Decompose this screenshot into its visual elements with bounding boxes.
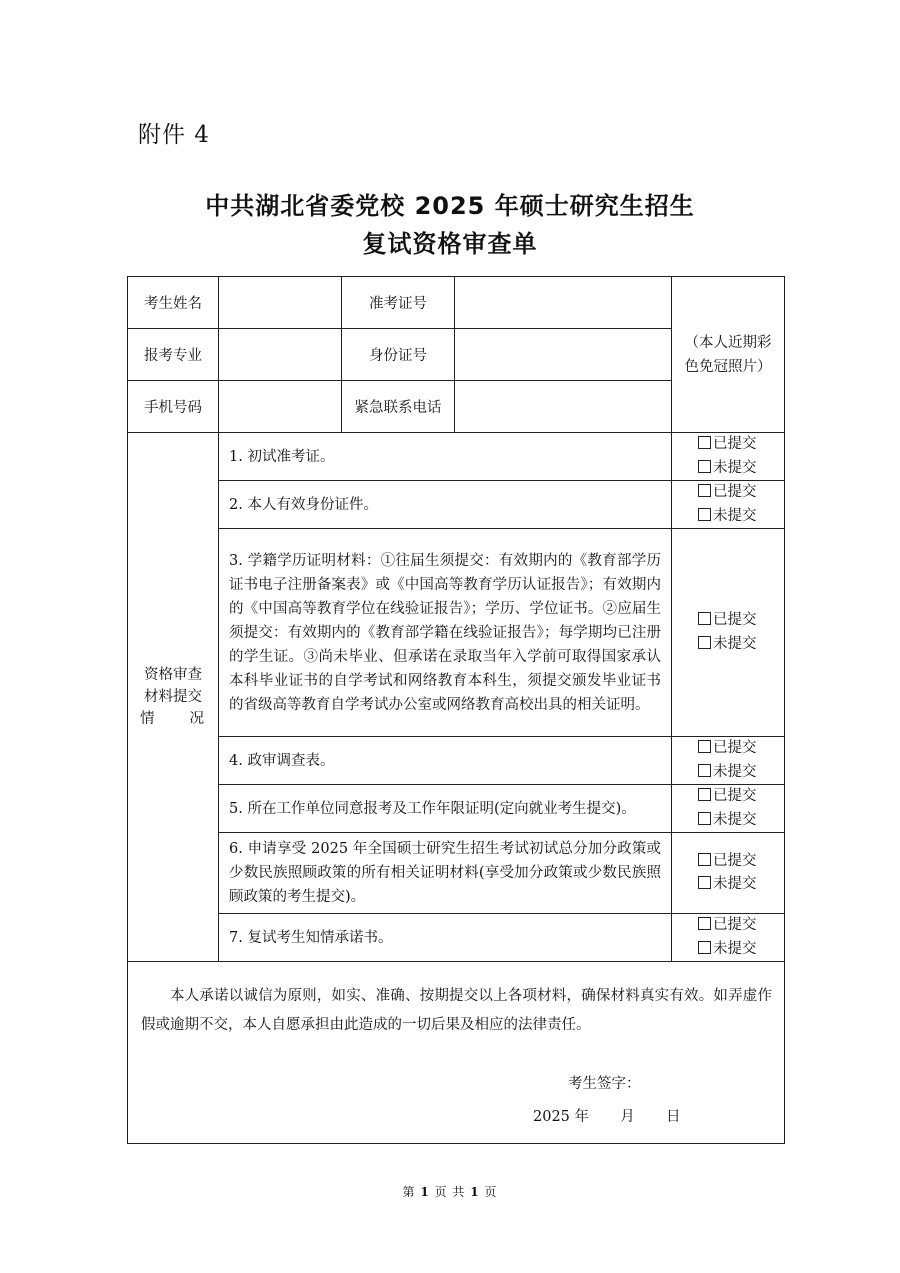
checkbox-icon[interactable] bbox=[698, 853, 711, 866]
document-title-line1: 中共湖北省委党校 2025 年硕士研究生招生 bbox=[205, 192, 695, 220]
category-line: 情 况 bbox=[140, 711, 206, 727]
checkbox-icon[interactable] bbox=[698, 812, 711, 825]
photo-placeholder bbox=[672, 277, 785, 433]
document-title-line2: 复试资格审查单 bbox=[362, 230, 538, 258]
submitted-label: 已提交 bbox=[713, 612, 757, 628]
not-submitted-option[interactable] bbox=[698, 873, 784, 897]
attachment-label: 附件 4 bbox=[138, 122, 210, 148]
pledge-text: 本人承诺以诚信为原则，如实、准确、按期提交以上各项材料，确保材料真实有效。如弄虚作假或逾期不交，本人自愿承担由此造成的一切后果及相应的法律责任。 bbox=[141, 988, 772, 1033]
material-item-2: 2. 本人有效身份证件。 bbox=[219, 481, 672, 529]
pledge-section bbox=[128, 962, 785, 1144]
submitted-label: 已提交 bbox=[713, 436, 757, 452]
not-submitted-option[interactable] bbox=[698, 457, 784, 481]
checkbox-icon[interactable] bbox=[698, 941, 711, 954]
material-status-6 bbox=[672, 833, 785, 914]
material-status-2 bbox=[672, 481, 785, 529]
submitted-label: 已提交 bbox=[713, 484, 757, 500]
not-submitted-label: 未提交 bbox=[713, 635, 757, 652]
material-status-4 bbox=[672, 737, 785, 785]
submitted-option[interactable] bbox=[698, 481, 784, 505]
page-word: 页 bbox=[484, 1185, 498, 1199]
submitted-label: 已提交 bbox=[713, 852, 757, 869]
date-day: 日 bbox=[665, 1109, 681, 1125]
ticket-number-label: 准考证号 bbox=[342, 277, 455, 329]
material-item-3: 3. 学籍学历证明材料：①往届生须提交：有效期内的《教育部学历证书电子注册备案表》或《中国高等教育学历认证报告》；有效期内的《中国高等教育学位在线验证报告》；学历、学位证书。②应届生须提交：有效期内的《教育部学籍在线验证报告》；每学期均已注册的学生证。③尚未毕业、但承诺在录取当年入学前可取得国家承认本科毕业证书的自学考试和网络教育本科生，须提交颁发毕业证书的省级高等教育自学考试办公室或网络教育高校出具的相关证明。 bbox=[219, 529, 672, 737]
material-status-7 bbox=[672, 914, 785, 962]
signature-date bbox=[533, 1105, 680, 1126]
checkbox-icon[interactable] bbox=[698, 636, 711, 649]
not-submitted-option[interactable] bbox=[698, 809, 784, 833]
not-submitted-option[interactable] bbox=[698, 633, 784, 657]
submitted-option[interactable] bbox=[698, 785, 784, 809]
id-number-field[interactable] bbox=[455, 329, 672, 381]
not-submitted-option[interactable] bbox=[698, 505, 784, 529]
not-submitted-label: 未提交 bbox=[713, 940, 757, 957]
page-word: 页 共 bbox=[434, 1185, 466, 1199]
material-status-1 bbox=[672, 433, 785, 481]
checkbox-icon[interactable] bbox=[698, 764, 711, 777]
material-item-1: 1. 初试准考证。 bbox=[219, 433, 672, 481]
category-line: 资格审查 bbox=[144, 667, 202, 683]
review-form-table bbox=[127, 276, 785, 1144]
phone-field[interactable] bbox=[219, 381, 342, 433]
checkbox-icon[interactable] bbox=[698, 508, 711, 521]
material-item-7: 7. 复试考生知情承诺书。 bbox=[219, 914, 672, 962]
ticket-number-field[interactable] bbox=[455, 277, 672, 329]
page-footer bbox=[0, 1183, 900, 1200]
phone-label: 手机号码 bbox=[128, 381, 219, 433]
not-submitted-label: 未提交 bbox=[713, 507, 757, 524]
not-submitted-option[interactable] bbox=[698, 938, 784, 962]
not-submitted-label: 未提交 bbox=[713, 763, 757, 780]
checkbox-icon[interactable] bbox=[698, 917, 711, 930]
emergency-phone-field[interactable] bbox=[455, 381, 672, 433]
checkbox-icon[interactable] bbox=[698, 460, 711, 473]
checkbox-icon[interactable] bbox=[698, 484, 711, 497]
not-submitted-label: 未提交 bbox=[713, 459, 757, 476]
photo-placeholder-text: （本人近期彩色免冠照片） bbox=[684, 334, 772, 375]
not-submitted-option[interactable] bbox=[698, 761, 784, 785]
checkbox-icon[interactable] bbox=[698, 876, 711, 889]
checkbox-icon[interactable] bbox=[698, 788, 711, 801]
name-field[interactable] bbox=[219, 277, 342, 329]
materials-category-label bbox=[128, 433, 219, 962]
category-line: 材料提交 bbox=[144, 689, 202, 705]
name-label: 考生姓名 bbox=[128, 277, 219, 329]
submitted-label: 已提交 bbox=[713, 740, 757, 756]
checkbox-icon[interactable] bbox=[698, 740, 711, 753]
signature-label: 考生签字： bbox=[568, 1076, 641, 1092]
material-status-3 bbox=[672, 529, 785, 737]
submitted-label: 已提交 bbox=[713, 917, 757, 933]
page-current: 1 bbox=[420, 1185, 430, 1199]
submitted-label: 已提交 bbox=[713, 788, 757, 804]
not-submitted-label: 未提交 bbox=[713, 876, 757, 892]
major-label: 报考专业 bbox=[128, 329, 219, 381]
submitted-option[interactable] bbox=[698, 850, 784, 874]
material-item-4: 4. 政审调查表。 bbox=[219, 737, 672, 785]
date-month: 月 bbox=[620, 1109, 635, 1125]
date-year: 2025 年 bbox=[533, 1109, 590, 1125]
submitted-option[interactable] bbox=[698, 609, 784, 633]
emergency-phone-label: 紧急联系电话 bbox=[342, 381, 455, 433]
id-number-label: 身份证号 bbox=[342, 329, 455, 381]
submitted-option[interactable] bbox=[698, 737, 784, 761]
checkbox-icon[interactable] bbox=[698, 612, 711, 625]
material-item-6: 6. 申请享受 2025 年全国硕士研究生招生考试初试总分加分政策或少数民族照顾政策的所有相关证明材料(享受加分政策或少数民族照顾政策的考生提交)。 bbox=[219, 833, 672, 914]
material-item-5: 5. 所在工作单位同意报考及工作年限证明(定向就业考生提交)。 bbox=[219, 785, 672, 833]
major-field[interactable] bbox=[219, 329, 342, 381]
checkbox-icon[interactable] bbox=[698, 436, 711, 449]
submitted-option[interactable] bbox=[698, 433, 784, 457]
page-total: 1 bbox=[470, 1185, 480, 1199]
submitted-option[interactable] bbox=[698, 914, 784, 938]
not-submitted-label: 未提交 bbox=[713, 811, 757, 828]
material-status-5 bbox=[672, 785, 785, 833]
page-word: 第 bbox=[402, 1185, 416, 1199]
